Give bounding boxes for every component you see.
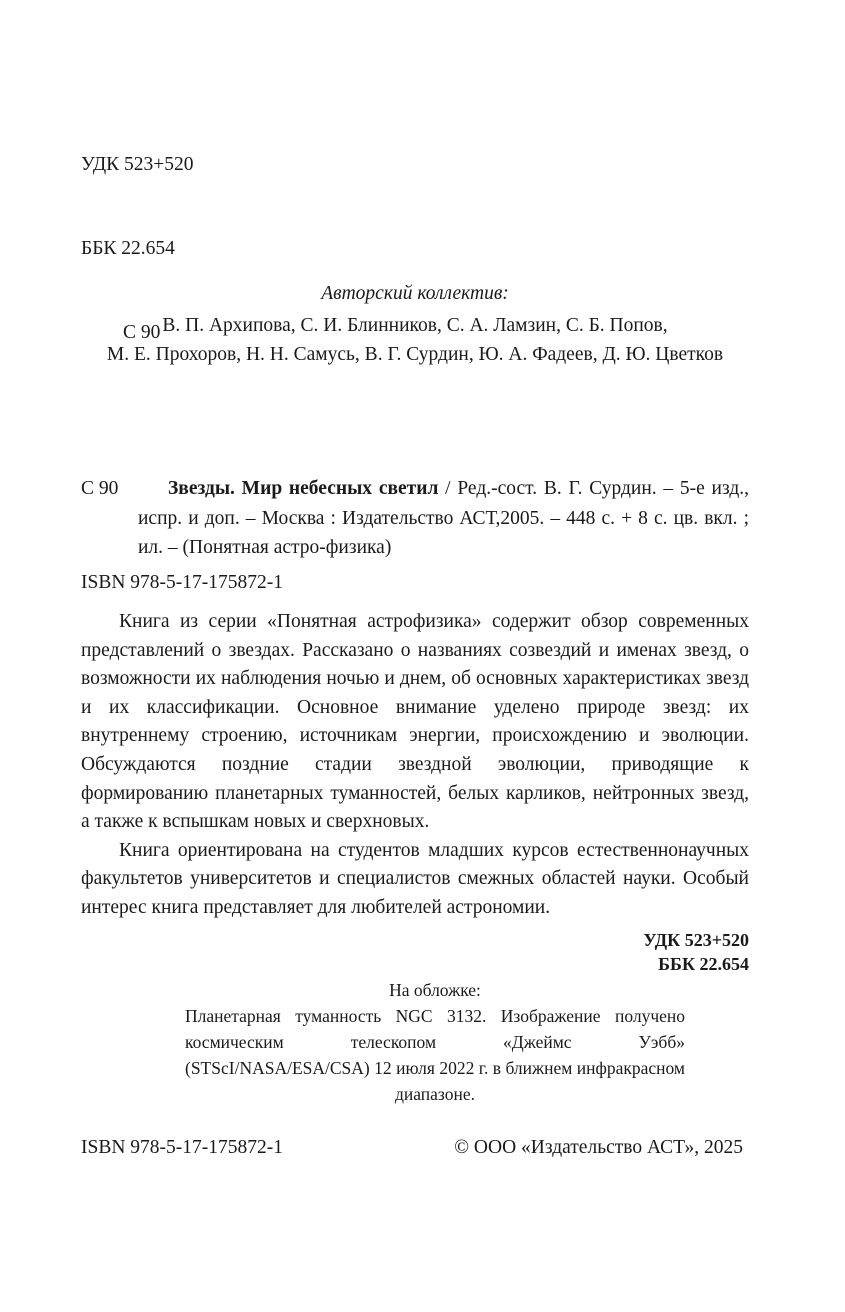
footer-isbn: ISBN 978-5-17-175872-1 <box>81 1137 284 1158</box>
footer-copyright: © ООО «Издательство АСТ», 2025 <box>454 1137 743 1158</box>
biblio-sigla: С 90 <box>81 478 119 499</box>
author-collective-heading: Авторский коллектив: <box>321 283 509 304</box>
annotation-paragraph-1: Книга из серии «Понятная астрофизика» содержит обзор современных представлений о звездах. Рассказано о названиях созвездий и именах звезд, о возможности их наблюдения ночью и днем, об основных характеристиках звезд и их классификации. Основное внимание уделено природе звезд: их внутреннему строению, источникам энергии, происхождению и эволюции. Обсуждаются поздние стадии звездной эволюции, приводящие к формированию планетарных туманностей, белых карликов, нейтронных звезд, а также к вспышкам новых и сверхновых. <box>81 611 749 833</box>
author-collective-line-1: В. П. Архипова, С. И. Блинников, С. А. Ламзин, С. Б. Попов, <box>162 315 668 336</box>
cover-credit <box>185 977 685 1107</box>
bbk-code-repeat: ББК 22.654 <box>658 954 749 974</box>
biblio-imprint: / Ред.-сост. В. Г. Сурдин. – 5-е изд., испр. и доп. – Москва : Издательство АСТ,2005. – 448 с. + 8 с. цв. вкл. ; ил. – (Понятная астро-физика) <box>138 478 749 558</box>
udk-code-repeat: УДК 523+520 <box>643 930 749 950</box>
bibliographic-description <box>81 474 749 563</box>
annotation-block <box>81 608 749 923</box>
bbk-code: ББК 22.654 <box>81 238 175 259</box>
cover-credit-heading: На обложке: <box>389 980 481 1000</box>
biblio-entry <box>138 474 749 563</box>
udk-code: УДК 523+520 <box>81 154 194 175</box>
cover-credit-body: Планетарная туманность NGC 3132. Изображение получено космическим телескопом «Джеймс Уэбб» (STScI/NASA/ESA/CSA) 12 июля 2022 г. в ближнем инфракрасном диапазоне. <box>185 1006 685 1104</box>
classification-codes-repeat <box>349 928 749 976</box>
page-footer <box>81 1134 743 1162</box>
biblio-title: Звезды. Мир небесных светил <box>168 478 439 499</box>
author-collective <box>60 279 770 369</box>
biblio-isbn: ISBN 978-5-17-175872-1 <box>81 572 284 593</box>
author-collective-line-2: М. Е. Прохоров, Н. Н. Самусь, В. Г. Сурдин, Ю. А. Фадеев, Д. Ю. Цветков <box>106 344 724 365</box>
sigla-code: С 90 <box>123 322 161 343</box>
annotation-paragraph-2: Книга ориентирована на студентов младших курсов естественнонаучных факультетов университетов и специалистов смежных областей науки. Особый интерес книга представляет для любителей астрономии. <box>81 839 749 918</box>
